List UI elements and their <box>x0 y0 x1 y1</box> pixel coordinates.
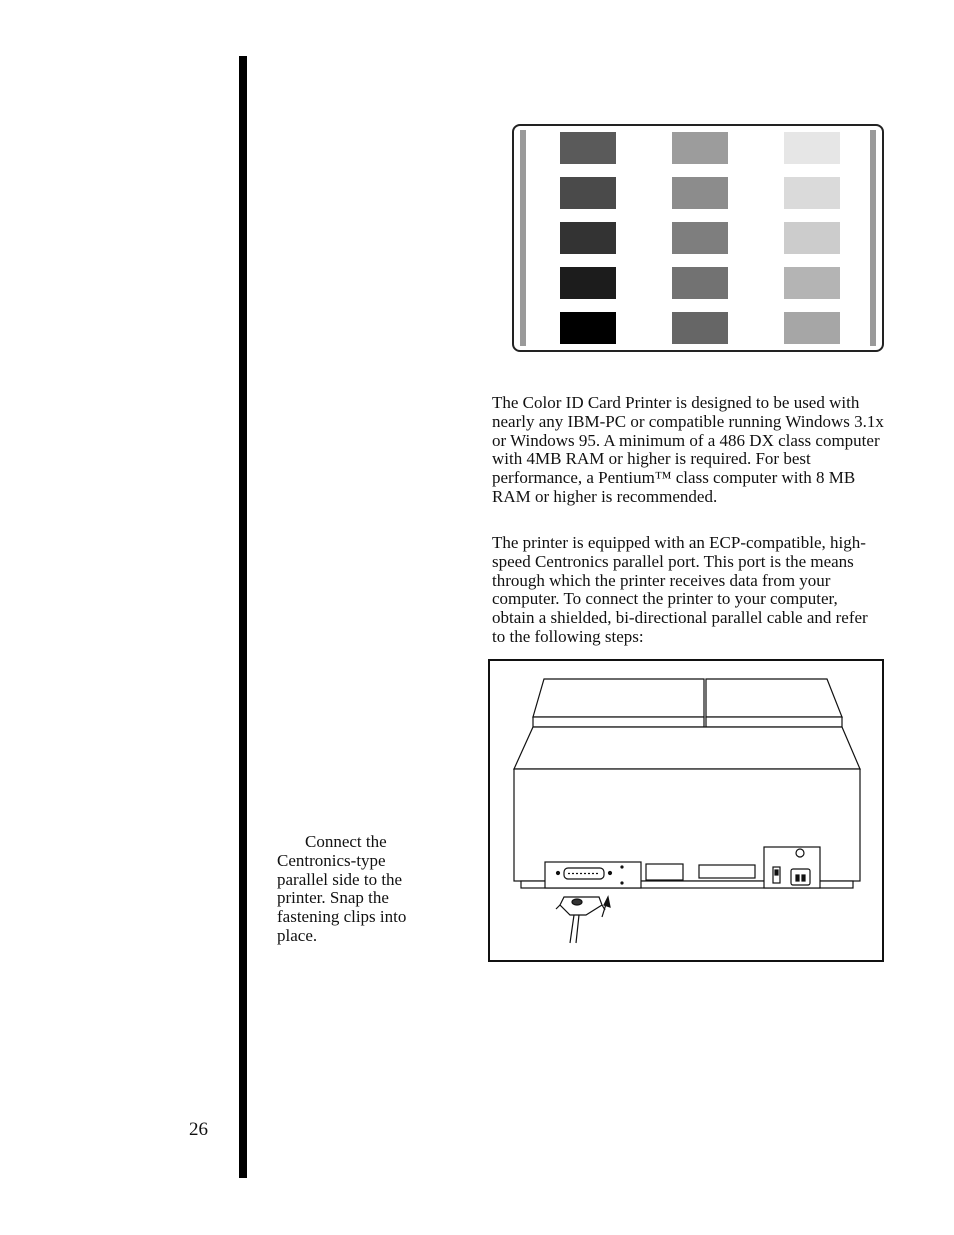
parallel-port-paragraph: The printer is equipped with an ECP-compatible, high-speed Centronics parallel port. This port is the means through which the printer receives data from your computer. To connect the printer to your computer, obtain a shielded, bi-directional parallel cable and refer to the following steps: <box>492 533 868 646</box>
color-swatch <box>672 312 728 344</box>
power-socket-icon <box>791 869 810 885</box>
card-edge-right <box>870 130 876 346</box>
color-swatch <box>784 177 840 209</box>
power-socket-pin-right <box>802 875 805 881</box>
plate-screw-bottom <box>621 882 623 884</box>
upper-housing <box>514 727 860 769</box>
cable-line-right <box>576 915 579 943</box>
power-socket-pin-left <box>796 875 799 881</box>
step-instruction-text: Connect the Centronics-type parallel side to the printer. Snap the fastening clips into place. <box>277 832 407 945</box>
rear-label-small <box>646 864 683 880</box>
port-screw-right <box>609 872 612 875</box>
color-swatch <box>560 267 616 299</box>
left-tray-lid-front <box>533 717 704 727</box>
page-number: 26 <box>189 1119 208 1140</box>
color-swatch <box>672 222 728 254</box>
power-indicator <box>796 849 804 857</box>
color-swatch <box>560 222 616 254</box>
intro-paragraph: The Color ID Card Printer is designed to be used with nearly any IBM-PC or compatible running Windows 3.1x or Windows 95. A minimum of a 486 DX class computer with 4MB RAM or higher is required. For best performance, a Pentium™ class computer with 8 MB RAM or higher is recommended. <box>492 393 884 506</box>
right-tray-lid <box>706 679 842 717</box>
cable-line-left <box>570 915 574 943</box>
card-edge-left <box>520 130 526 346</box>
color-swatch <box>784 132 840 164</box>
step-instruction <box>277 833 427 946</box>
connector-clip-left <box>556 905 560 909</box>
right-tray-lid-front <box>706 717 842 727</box>
printer-rear-view-illustration <box>490 661 882 960</box>
plate-screw-top <box>621 866 623 868</box>
margin-rule <box>239 56 247 1178</box>
color-swatch <box>672 177 728 209</box>
color-swatch <box>560 177 616 209</box>
rear-label-large <box>699 865 755 878</box>
color-swatch <box>784 312 840 344</box>
port-screw-left <box>557 872 560 875</box>
color-swatch <box>784 267 840 299</box>
card-color-swatch-figure <box>512 124 884 352</box>
color-swatch <box>672 132 728 164</box>
arrow-head <box>604 897 610 907</box>
color-swatch <box>784 222 840 254</box>
printer-rear-view-figure <box>488 659 884 962</box>
color-swatch <box>672 267 728 299</box>
left-tray-lid <box>533 679 704 717</box>
color-swatch <box>560 132 616 164</box>
power-switch-lever <box>775 870 778 875</box>
connector-strain-relief <box>572 899 582 905</box>
color-swatch <box>560 312 616 344</box>
